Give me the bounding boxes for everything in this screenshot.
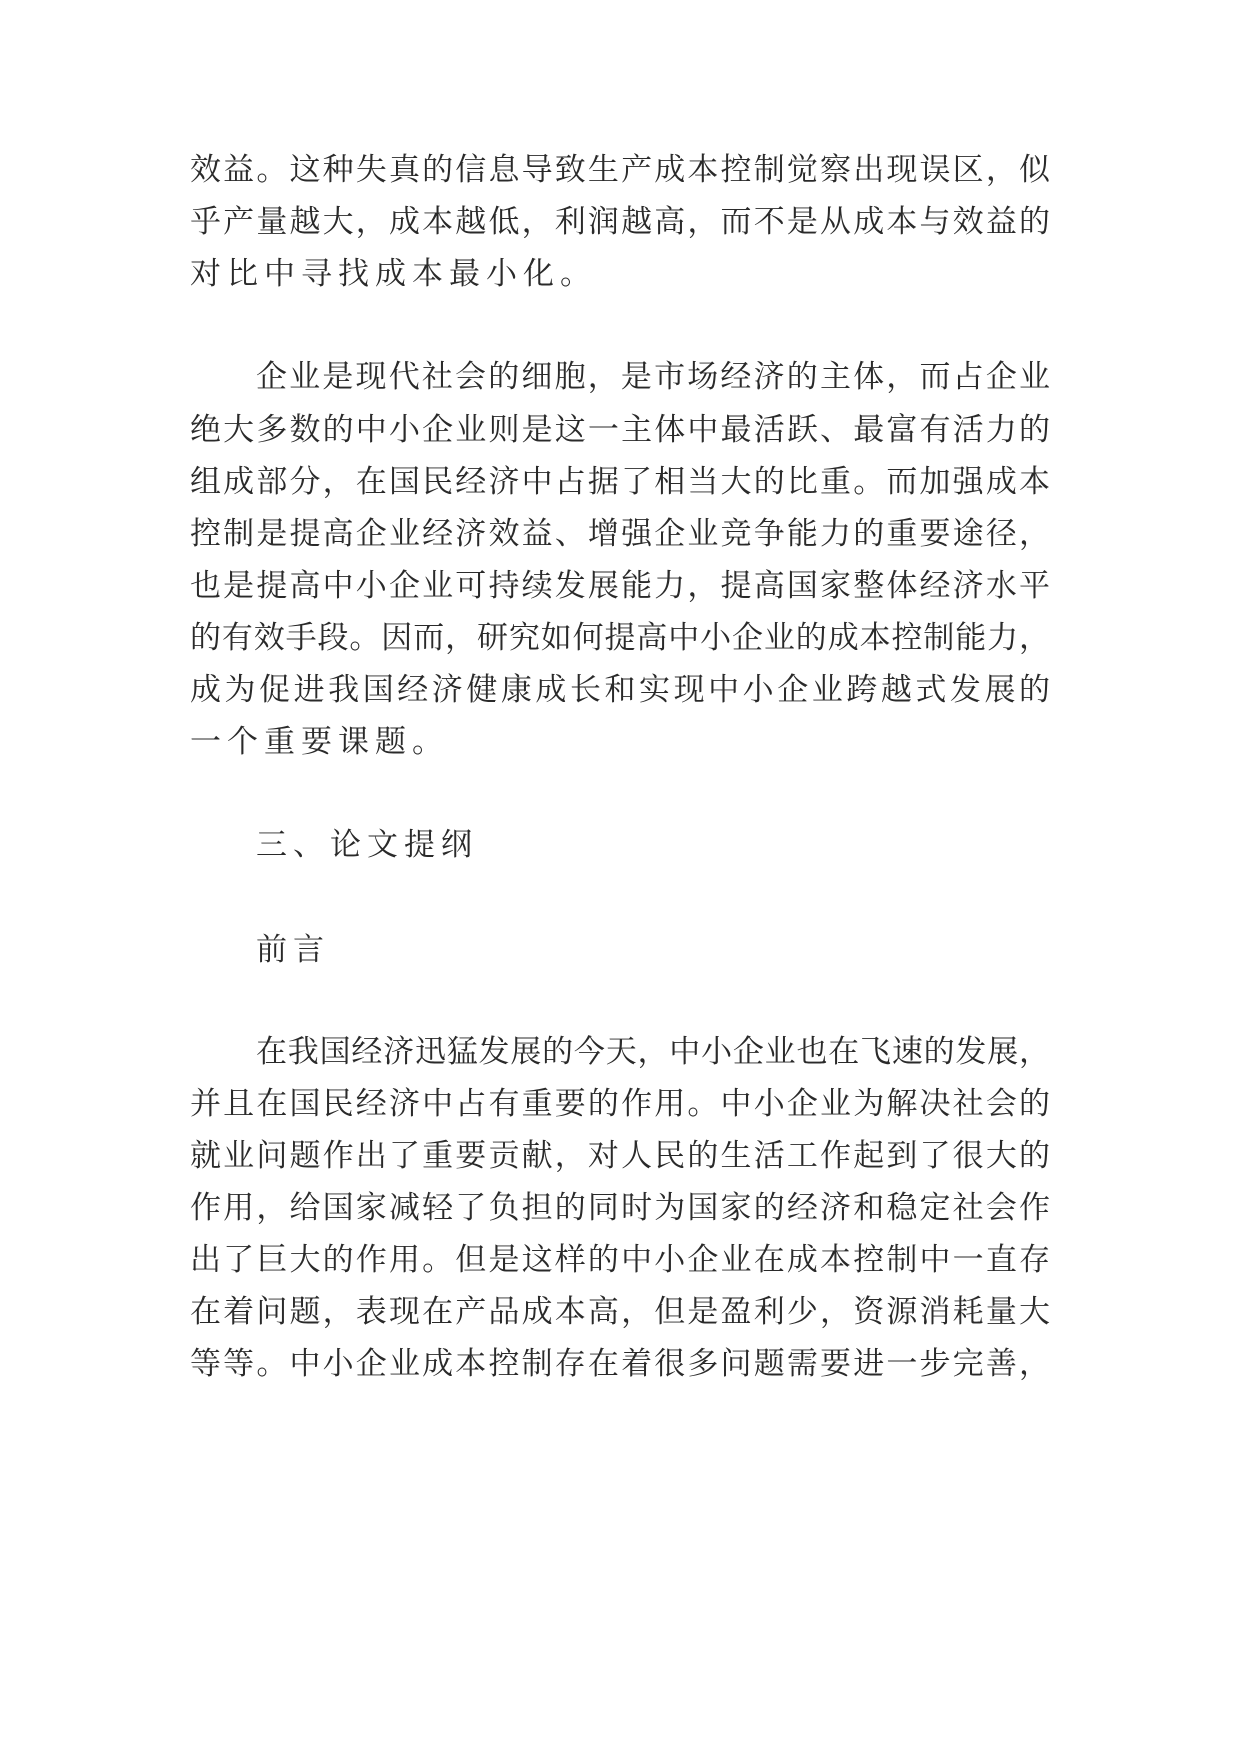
paragraph-3-line-3: 就业问题作出了重要贡献，对人民的生活工作起到了很大的 (190, 1138, 1050, 1174)
paragraph-1-line-2: 乎产量越大，成本越低，利润越高，而不是从成本与效益的 (190, 204, 1050, 240)
paragraph-2-line-1: 企业是现代社会的细胞，是市场经济的主体，而占企业 (256, 359, 1050, 395)
paragraph-3-line-5: 出了巨大的作用。但是这样的中小企业在成本控制中一直存 (190, 1242, 1050, 1278)
paragraph-3-line-4: 作用，给国家减轻了负担的同时为国家的经济和稳定社会作 (190, 1190, 1050, 1226)
paragraph-1-line-1: 效益。这种失真的信息导致生产成本控制觉察出现误区，似 (190, 152, 1050, 188)
paragraph-2-line-2: 绝大多数的中小企业则是这一主体中最活跃、最富有活力的 (190, 412, 1050, 448)
paragraph-2-line-7: 成为促进我国经济健康成长和实现中小企业跨越式发展的 (190, 672, 1050, 708)
paragraph-3-line-7: 等等。中小企业成本控制存在着很多问题需要进一步完善， (190, 1346, 1050, 1382)
paragraph-2-line-3: 组成部分，在国民经济中占据了相当大的比重。而加强成本 (190, 464, 1050, 500)
paragraph-3-line-6: 在着问题，表现在产品成本高，但是盈利少，资源消耗量大 (190, 1294, 1050, 1330)
paragraph-2-line-5: 也是提高中小企业可持续发展能力，提高国家整体经济水平 (190, 568, 1050, 604)
paragraph-2-line-6: 的有效手段。因而，研究如何提高中小企业的成本控制能力， (190, 620, 1050, 656)
paragraph-3-line-1: 在我国经济迅猛发展的今天，中小企业也在飞速的发展， (256, 1034, 1050, 1070)
paragraph-2-line-4: 控制是提高企业经济效益、增强企业竞争能力的重要途径， (190, 516, 1050, 552)
paragraph-3-line-2: 并且在国民经济中占有重要的作用。中小企业为解决社会的 (190, 1086, 1050, 1122)
preface-heading: 前言 (256, 932, 330, 968)
paragraph-1-line-3: 对比中寻找成本最小化。 (190, 256, 597, 292)
paragraph-2-line-8: 一个重要课题。 (190, 724, 449, 760)
section-heading: 三、论文提纲 (256, 827, 478, 863)
